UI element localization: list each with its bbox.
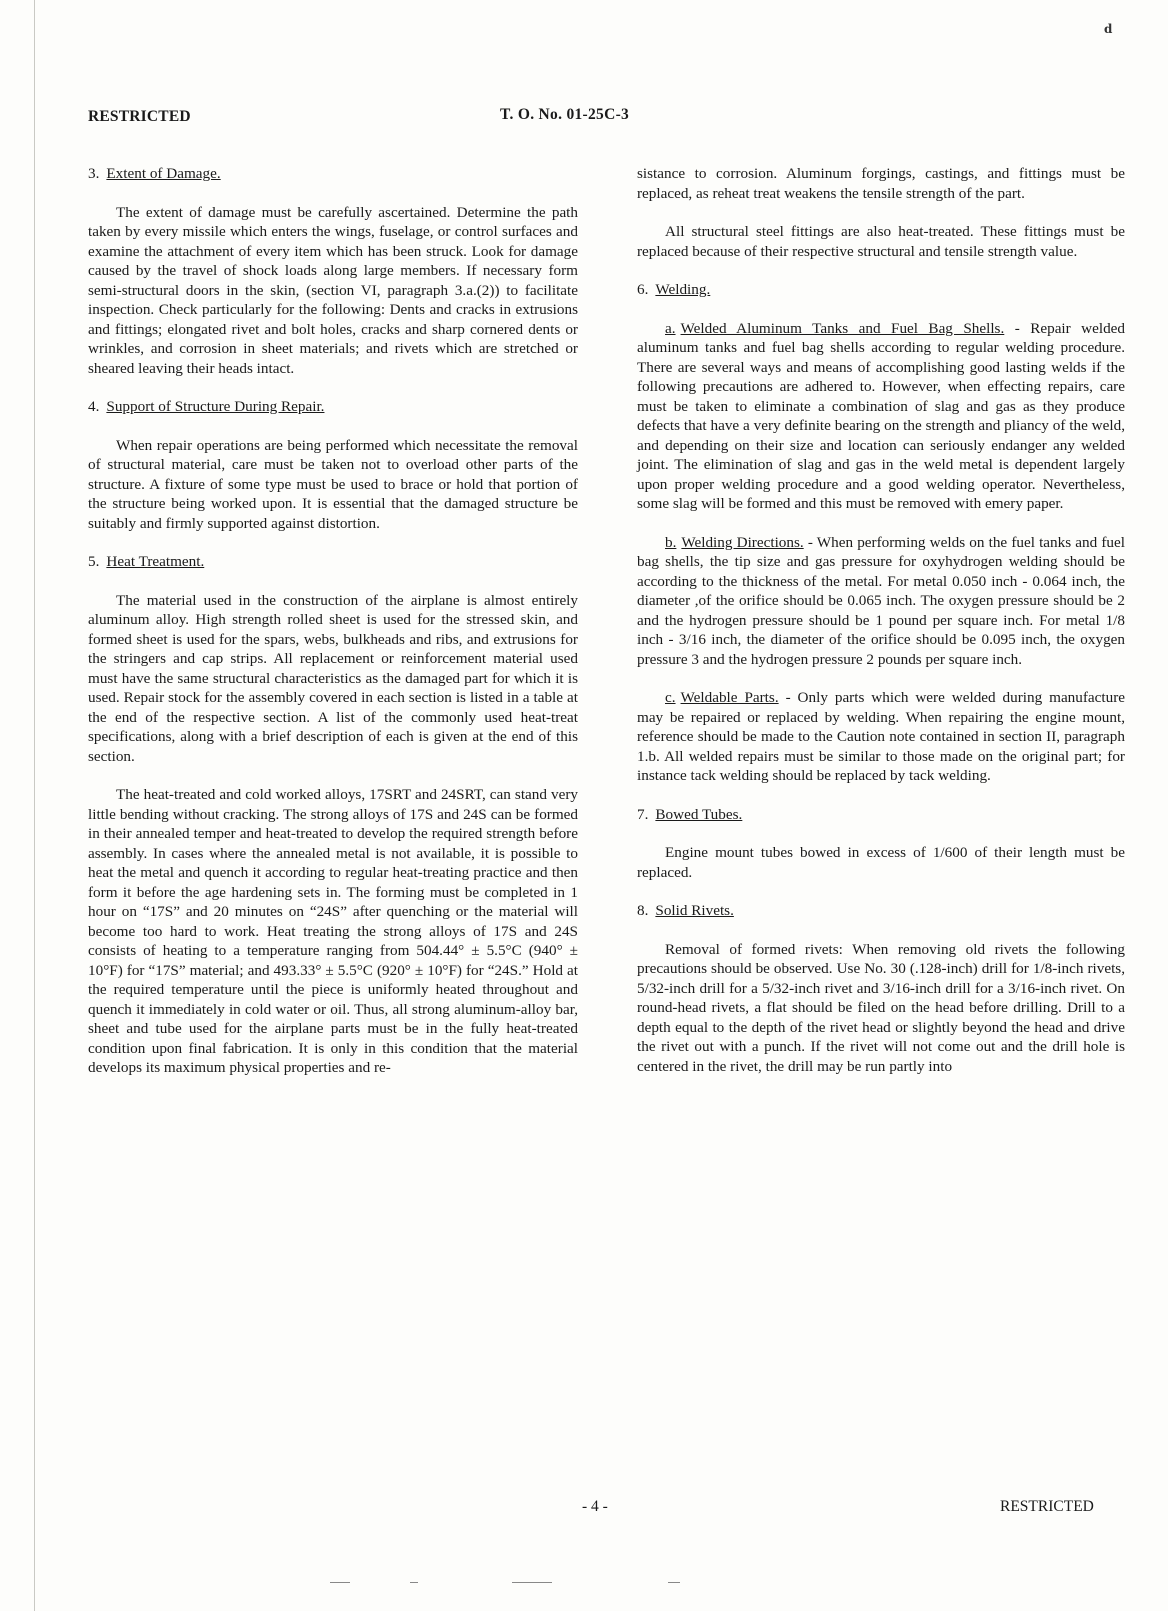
section-heading-5 (88, 552, 578, 572)
corner-mark: d (1104, 22, 1113, 36)
section-title: Solid Rivets. (655, 902, 734, 919)
section-title: Heat Treatment. (106, 553, 205, 570)
subparagraph-label: b. (665, 533, 677, 551)
paragraph: When repair operations are being performed which necessitate the removal of structural material, care must be taken not to overload other parts of the structure. A fixture of some type must be used to brace or hold that portion of the structure being worked upon. It is essential that the damaged structure be suitably and firmly supported against distortion. (88, 436, 578, 532)
section-heading-7 (637, 805, 1125, 825)
section-number: 8. (637, 902, 649, 919)
subparagraph-label: c. (665, 689, 676, 706)
section-heading-6 (637, 280, 1125, 300)
subparagraph-c (637, 688, 1125, 786)
subparagraph-text: - When performing welds on the fuel tanks and fuel bag shells, the tip size and gas pressure for oxyhydrogen welding should be according to the thickness of the metal. For metal 0.050 inch - 0.064 inch, the diameter ,of the orifice should be 0.065 inch. The oxygen pressure should be 2 and the hydrogen pressure should be 1 pound per square inch. For metal 1/8 inch - 3/16 inch, the diameter of the orifice should be 0.095 inch, the oxygen pressure 3 and the hydrogen pressure 2 pounds per square inch. (637, 533, 1125, 668)
paragraph: All structural steel fittings are also heat-treated. These fittings must be replaced because of their respective structural and tensile strength value. (637, 223, 1125, 260)
paragraph: Engine mount tubes bowed in excess of 1/600 of their length must be replaced. (637, 844, 1125, 881)
section-title: Extent of Damage. (106, 165, 221, 182)
paragraph-continued: sistance to corrosion. Aluminum forgings, castings, and fittings must be replaced, as reheat treat weakens the tensile strength of the part. (637, 165, 1125, 202)
section-heading-8 (637, 901, 1125, 921)
footer-restricted: RESTRICTED (1000, 1498, 1094, 1515)
section-number: 3. (88, 165, 100, 182)
section-number: 5. (88, 553, 100, 570)
section-number: 4. (88, 398, 100, 415)
scan-speck (668, 1582, 680, 1583)
scan-speck (330, 1582, 350, 1583)
scan-speck (410, 1582, 418, 1583)
right-column (637, 164, 1125, 1095)
subparagraph-label: a. (665, 319, 676, 337)
section-title: Bowed Tubes. (655, 805, 743, 823)
binding-edge-line (34, 0, 35, 1611)
subparagraph-b (637, 533, 1125, 670)
paragraph: The material used in the construction of the airplane is almost entirely aluminum alloy. High strength rolled sheet is used for the stressed skin, and formed sheet is used for the spars, webs, bulkheads and ribs, and extrusions for the stringers and cap strips. All replacement or reinforcement material used must have the same structural characteristics as the damaged part for which it is used. Repair stock for the assembly covered in each section is listed in a table at the end of the respective section. A list of the commonly used heat-treat specifications, along with a brief description of each is given at the end of this section. (88, 591, 578, 765)
section-heading-3 (88, 164, 578, 184)
section-title: Support of Structure During Repair. (106, 398, 325, 415)
scan-speck (512, 1582, 552, 1583)
left-column (88, 164, 578, 1097)
subparagraph-title: Welding Directions. (681, 533, 804, 551)
subparagraph-a (637, 319, 1125, 514)
section-heading-4 (88, 397, 578, 417)
section-title: Welding. (655, 281, 711, 298)
paragraph: The heat-treated and cold worked alloys, 17SRT and 24SRT, can stand very little bending without cracking. The strong alloys of 17S and 24S can be formed in their annealed temper and heat-treated to develop the required strength before assembly. In cases where the annealed metal is not available, it is possible to heat the metal and quench it according to regular heat-treating practice and then form it before the age hardening sets in. The forming must be completed in 1 hour on “17S” and 20 minutes on “24S” after quenching or the material will become too hard to work. Heat treating the strong alloys of 17S and 24S consists of heating to a temperature ranging from 504.44° ± 5.5°C (940° ± 10°F) for “17S” material; and 493.33° ± 5.5°C (920° ± 10°F) for “24S.” Hold at the required temperature until the piece is uniformly heated throughout and quench it immediately in cold water or oil. Thus, all strong aluminum-alloy bar, sheet and tube used for the airplane parts must be in the fully heat-treated condition upon final fabrication. It is only in this condition that the material develops its maximum physical properties and re- (88, 786, 578, 1076)
header-restricted: RESTRICTED (88, 108, 191, 125)
subparagraph-title: Welded Aluminum Tanks and Fuel Bag Shells. (680, 319, 1005, 337)
header-document-number: T. O. No. 01-25C-3 (500, 106, 630, 123)
subparagraph-title: Weldable Parts. (680, 689, 779, 706)
subparagraph-text: - Only parts which were welded during manufacture may be repaired or replaced by welding. When repairing the engine mount, reference should be made to the Caution note contained in section II, paragraph 1.b. All welded repairs must be similar to those made on the original part; for instance tack welding should be replaced by tack welding. (637, 689, 1126, 784)
section-number: 7. (637, 805, 649, 823)
section-number: 6. (637, 281, 649, 298)
paragraph: Removal of formed rivets: When removing old rivets the following precautions should be observed. Use No. 30 (.128-inch) drill for 1/8-inch rivets, 5/32-inch drill for a 5/32-inch rivet and 3/16-inch drill for a 3/16-inch rivet. On round-head rivets, a flat should be filed on the head before drilling. Drill to a depth equal to the depth of the rivet head or slightly beyond the head and drive the rivet out with a punch. If the rivet will not come out and the drill hole is centered in the rivet, the drill may be run partly into (637, 940, 1125, 1075)
paragraph: The extent of damage must be carefully ascertained. Determine the path taken by every missile which enters the wings, fuselage, or control surfaces and examine the attachment of every item which has been struck. Look for damage caused by the travel of shock loads along large members. If necessary form semi-structural doors in the skin, (section VI, paragraph 3.a.(2)) to facilitate inspection. Check particularly for the following: Dents and cracks in extrusions and fittings; elongated rivet and bolt holes, cracks and sharp cornered dents or wrinkles, and corrosion in sheet materials; and rivets which are stretched or sheared leaving their heads intact. (88, 203, 578, 377)
subparagraph-text: - Repair welded aluminum tanks and fuel bag shells according to regular welding procedure. There are several ways and means of accomplishing good lasting welds if the following precautions are adhered to. However, when effecting repairs, care must be taken to eliminate a combination of slag and gas as they produce defects that have a very definite bearing on the strength and pliancy of the weld, and depending on their size and location can seriously endanger any welded joint. The elimination of slag and gas in the weld metal is dependent largely upon proper welding procedure and a good welding operator. Nevertheless, some slag will be formed and this must be removed with emery paper. (637, 319, 1126, 512)
page-number: - 4 - (582, 1498, 608, 1515)
